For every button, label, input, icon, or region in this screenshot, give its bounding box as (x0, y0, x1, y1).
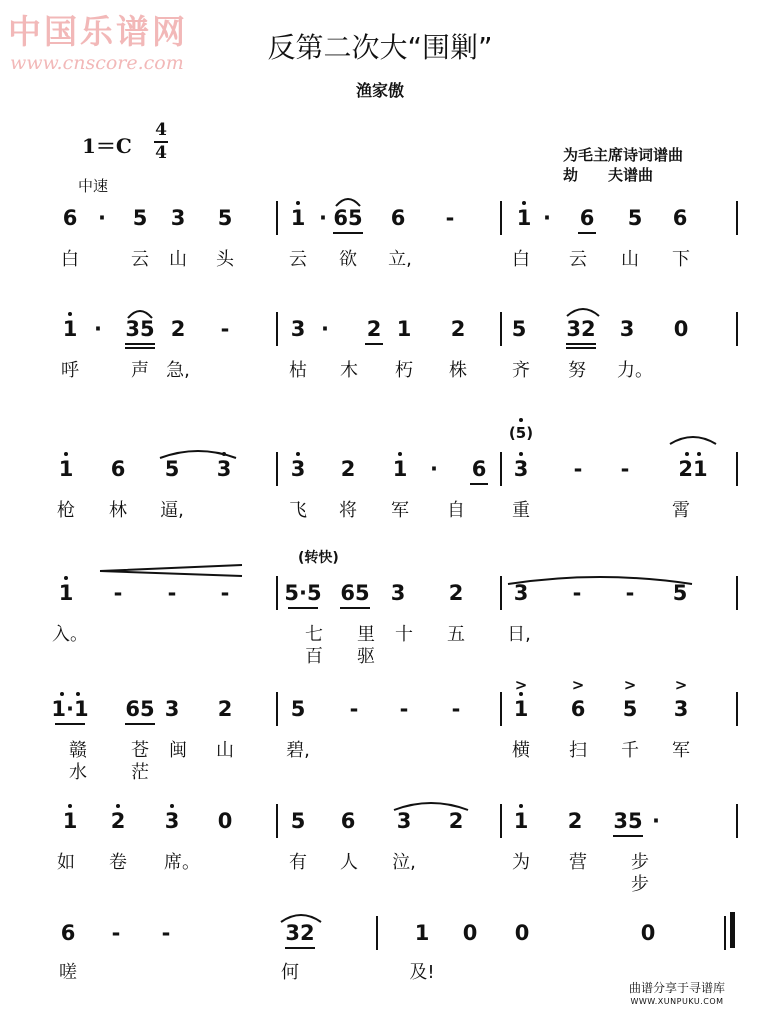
lyric: 云 (131, 249, 149, 270)
note: 5 (217, 206, 233, 230)
note: 6 (340, 809, 356, 833)
lyric: 嗟 (59, 962, 77, 983)
beam-underline (55, 723, 85, 725)
lyric: 重 (512, 500, 530, 521)
footer-line-1: 曲谱分享于寻谱库 (628, 981, 725, 995)
note: - (111, 921, 121, 945)
note: 6 (62, 206, 78, 230)
note: 2 (567, 809, 583, 833)
bar-line (376, 916, 378, 950)
note: 1·1 (51, 697, 89, 721)
lyric: 努 (568, 360, 586, 381)
lyric: 席。 (164, 852, 200, 873)
octave-dot (697, 452, 701, 456)
note: - (167, 581, 177, 605)
beam-underline (340, 607, 370, 609)
octave-dot (170, 804, 174, 808)
note: 6 (60, 921, 76, 945)
note: 65 (125, 697, 155, 721)
bar-line (500, 804, 502, 838)
note: 0 (217, 809, 233, 833)
note: 1 (62, 317, 78, 341)
lyric: 人 (340, 852, 358, 873)
beam-underline (566, 343, 596, 345)
key-signature: 1＝C (82, 134, 132, 158)
note: 2 (217, 697, 233, 721)
beam-underline (125, 343, 155, 345)
note: 5 (290, 809, 306, 833)
note: 1 (290, 206, 306, 230)
note: 5 (290, 697, 306, 721)
note: 3 (513, 581, 529, 605)
lyric: 十 (395, 624, 413, 645)
note: 1 (58, 581, 74, 605)
note: 3 (673, 697, 689, 721)
note: 6 (672, 206, 688, 230)
bar-line (276, 804, 278, 838)
note: 3 (164, 809, 180, 833)
note: 6 (110, 457, 126, 481)
lyric: 林 (109, 500, 127, 521)
beam-underline (333, 232, 363, 234)
watermark-logo: 中国乐谱网 (8, 12, 188, 51)
octave-dot (222, 452, 226, 456)
note: 1 (392, 457, 408, 481)
lyric: 急, (166, 360, 190, 381)
note: 6 (570, 697, 586, 721)
note: 1 (513, 809, 529, 833)
bar-line (276, 201, 278, 235)
note: 3 (216, 457, 232, 481)
lyric: 云 (289, 249, 307, 270)
octave-dot (64, 452, 68, 456)
accent-mark: > (623, 676, 637, 694)
lyric: 山 (621, 249, 639, 270)
lyric: 七百 (305, 624, 323, 667)
meter-top: 4 (155, 120, 167, 140)
octave-dot (76, 692, 80, 696)
note: 0 (514, 921, 530, 945)
lyric: 卷 (109, 852, 127, 873)
note: 1 (58, 457, 74, 481)
bar-line (736, 201, 738, 235)
beam-underline (288, 607, 318, 609)
note: 5 (132, 206, 148, 230)
lyric: 飞 (289, 500, 307, 521)
lyric: 泣, (392, 852, 416, 873)
lyric: 枯 (289, 360, 307, 381)
beam-underline (285, 947, 315, 949)
lyric: 下 (672, 249, 690, 270)
note: - (349, 697, 359, 721)
credit-line-1: 为毛主席诗词谱曲 (563, 146, 684, 164)
octave-dot (64, 576, 68, 580)
octave-dot (685, 452, 689, 456)
note: - (113, 581, 123, 605)
lyric: 里驱 (357, 624, 375, 667)
note: - (445, 206, 455, 230)
accent-mark: > (674, 676, 688, 694)
lyric: 自 (447, 500, 465, 521)
note: 2 (448, 809, 464, 833)
octave-dot (398, 452, 402, 456)
note: 5·5 (284, 581, 322, 605)
lyric: 闽 (169, 740, 187, 761)
bar-line (500, 452, 502, 486)
beam-underline (470, 483, 488, 485)
footer-line-2: WWW.XUNPUKU.COM (630, 997, 724, 1006)
lyric: 日, (507, 624, 531, 645)
lyric: 赣水 (69, 740, 87, 783)
lyric: 立, (388, 249, 412, 270)
note: 1 (396, 317, 412, 341)
note: 5 (164, 457, 180, 481)
note: - (620, 457, 630, 481)
note: · (94, 317, 102, 341)
bar-line (276, 576, 278, 610)
note: · (652, 809, 660, 833)
tempo-marking: 中速 (78, 177, 109, 195)
note: 5 (511, 317, 527, 341)
beam-underline (365, 343, 383, 345)
bar-line (276, 452, 278, 486)
lyric: 将 (339, 500, 357, 521)
lyric: 何 (281, 962, 299, 983)
bar-line (736, 312, 738, 346)
note: 0 (673, 317, 689, 341)
lyric: 呼 (61, 360, 79, 381)
note: 5 (622, 697, 638, 721)
lyric: 齐 (512, 360, 530, 381)
note: 3 (164, 697, 180, 721)
bar-line (500, 576, 502, 610)
note: · (430, 457, 438, 481)
octave-dot (116, 804, 120, 808)
bar-line (500, 692, 502, 726)
beam-underline (566, 347, 596, 349)
lyric: 山 (169, 249, 187, 270)
octave-dot (296, 452, 300, 456)
note: - (220, 317, 230, 341)
note: 3 (290, 457, 306, 481)
lyric: 为 (512, 852, 530, 873)
note: 6 (579, 206, 595, 230)
tempo-change-marking: (转快) (298, 550, 339, 566)
bar-line (736, 452, 738, 486)
song-subtitle: 渔家傲 (355, 81, 404, 100)
note: 6 (390, 206, 406, 230)
lyric: 云 (569, 249, 587, 270)
octave-dot (60, 692, 64, 696)
note: 5 (672, 581, 688, 605)
lyric: 如 (57, 852, 75, 873)
note: 1 (414, 921, 430, 945)
watermark-url: www.cnscore.com (10, 52, 184, 74)
note: - (220, 581, 230, 605)
beam-underline (613, 835, 643, 837)
alternate-note: (5) (508, 424, 534, 442)
beam-underline (125, 723, 155, 725)
note: 1 (513, 697, 529, 721)
octave-dot (519, 418, 523, 422)
note: 5 (627, 206, 643, 230)
octave-dot (522, 201, 526, 205)
credit-line-2: 劫 夫谱曲 (563, 166, 654, 184)
bar-line (736, 692, 738, 726)
note: - (451, 697, 461, 721)
bar-line (500, 312, 502, 346)
lyric: 株 (449, 360, 467, 381)
bar-line (724, 916, 726, 950)
note: - (161, 921, 171, 945)
lyric: 及! (409, 962, 435, 983)
lyric: 军 (391, 500, 409, 521)
note: - (625, 581, 635, 605)
lyric: 白 (61, 249, 79, 270)
lyric: 步步 (631, 852, 649, 895)
octave-dot (68, 804, 72, 808)
note: 3 (619, 317, 635, 341)
note: 21 (678, 457, 708, 481)
note: 2 (340, 457, 356, 481)
bar-line (500, 201, 502, 235)
bar-line (276, 312, 278, 346)
note: 0 (640, 921, 656, 945)
note: 2 (110, 809, 126, 833)
lyric: 霄 (672, 500, 690, 521)
note: 3 (513, 457, 529, 481)
lyric: 军 (672, 740, 690, 761)
lyric: 头 (216, 249, 234, 270)
note: 65 (340, 581, 370, 605)
lyric: 碧, (286, 740, 310, 761)
note: 3 (290, 317, 306, 341)
final-bar-line (730, 912, 735, 948)
lyric: 木 (340, 360, 358, 381)
meter-bottom: 4 (155, 143, 167, 163)
lyric: 力。 (617, 360, 653, 381)
lyric: 朽 (395, 360, 413, 381)
note: 3 (390, 581, 406, 605)
beam-underline (578, 232, 596, 234)
note: - (572, 581, 582, 605)
footer-credit (604, 982, 750, 1008)
lyric: 白 (512, 249, 530, 270)
note: 1 (62, 809, 78, 833)
note: 2 (448, 581, 464, 605)
octave-dot (296, 201, 300, 205)
slur (567, 309, 599, 316)
note: 2 (450, 317, 466, 341)
lyric: 欲 (339, 249, 357, 270)
note: 65 (333, 206, 363, 230)
note: 1 (516, 206, 532, 230)
note: 35 (125, 317, 155, 341)
note: · (321, 317, 329, 341)
slur (508, 577, 692, 584)
lyric: 千 (621, 740, 639, 761)
lyric: 入。 (52, 624, 88, 645)
lyric: 枪 (57, 500, 75, 521)
beam-underline (125, 347, 155, 349)
lyric: 苍茫 (131, 740, 149, 783)
note: 32 (285, 921, 315, 945)
note: - (573, 457, 583, 481)
slur (670, 437, 716, 444)
tie-line (100, 565, 242, 576)
note: 0 (462, 921, 478, 945)
octave-dot (519, 452, 523, 456)
note: 3 (396, 809, 412, 833)
lyric: 山 (216, 740, 234, 761)
note: 3 (170, 206, 186, 230)
note: 2 (366, 317, 382, 341)
bar-line (276, 692, 278, 726)
lyric: 横 (512, 740, 530, 761)
octave-dot (68, 312, 72, 316)
bar-line (736, 804, 738, 838)
note: 6 (471, 457, 487, 481)
lyric: 扫 (569, 740, 587, 761)
lyric: 营 (569, 852, 587, 873)
bar-line (736, 576, 738, 610)
lyric: 有 (289, 852, 307, 873)
note: 32 (566, 317, 596, 341)
lyric: 声 (131, 360, 149, 381)
song-title: 反第二次大“围剿” (267, 31, 493, 64)
note: - (399, 697, 409, 721)
accent-mark: > (514, 676, 528, 694)
note: · (98, 206, 106, 230)
note: 35 (613, 809, 643, 833)
accent-mark: > (571, 676, 585, 694)
note: · (319, 206, 327, 230)
octave-dot (519, 804, 523, 808)
note: 2 (170, 317, 186, 341)
note: · (543, 206, 551, 230)
lyric: 逼, (160, 500, 184, 521)
lyric: 五 (447, 624, 465, 645)
